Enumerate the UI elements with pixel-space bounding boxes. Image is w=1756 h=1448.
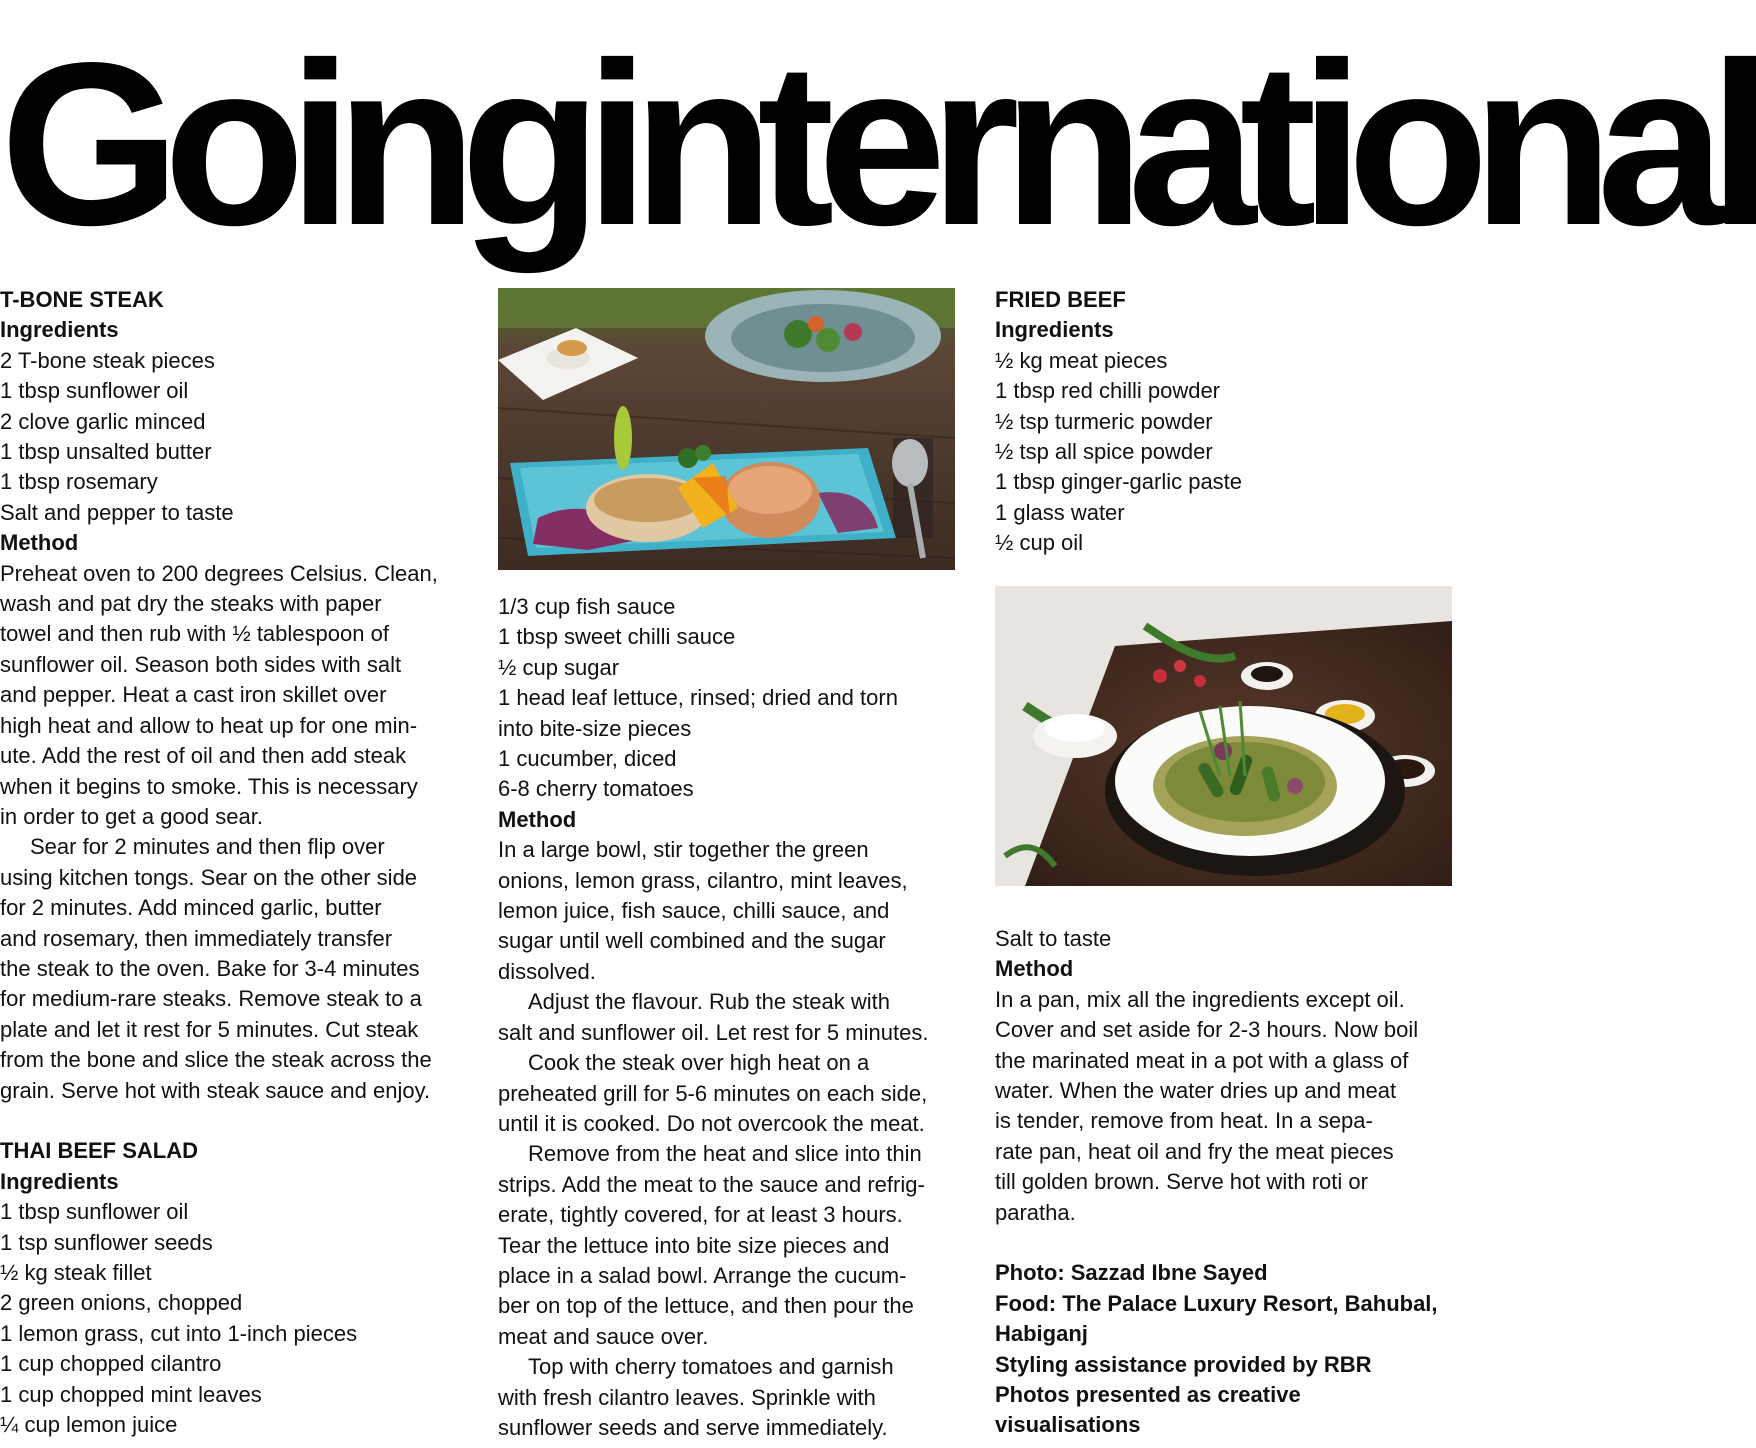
text-line: preheated grill for 5-6 minutes on each side, — [498, 1080, 928, 1106]
text-line: ½ tsp turmeric powder — [995, 408, 1213, 434]
text-line: from the bone and slice the steak across the — [0, 1047, 432, 1073]
text-line: water. When the water dries up and meat — [995, 1078, 1397, 1104]
text-line: ½ cup sugar — [498, 654, 620, 680]
text-line: 1 tbsp red chilli powder — [995, 378, 1221, 404]
steak-plate-photo — [498, 288, 955, 570]
text-line: 1 tbsp rosemary — [0, 469, 158, 495]
text-line: In a large bowl, stir together the green — [498, 837, 869, 863]
bold-line: visualisations — [995, 1412, 1141, 1438]
text-line: 1 tbsp unsalted butter — [0, 439, 212, 465]
text-line: Top with cherry tomatoes and garnish — [528, 1354, 894, 1380]
text-line: erate, tightly covered, for at least 3 hours. — [498, 1202, 903, 1228]
text-line: place in a salad bowl. Arrange the cucum- — [498, 1262, 907, 1288]
text-line: for medium-rare steaks. Remove steak to a — [0, 986, 422, 1012]
bold-line: Ingredients — [0, 1168, 119, 1194]
text-line: 2 green onions, chopped — [0, 1290, 243, 1316]
text-line: ½ tsp all spice powder — [995, 439, 1213, 465]
text-line: Salt and pepper to taste — [0, 499, 234, 525]
text-line: Remove from the heat and slice into thin — [528, 1141, 922, 1167]
bold-line: THAI BEEF SALAD — [0, 1138, 198, 1164]
bold-line: Ingredients — [995, 317, 1114, 343]
text-line: 1 cucumber, diced — [498, 746, 677, 772]
text-line: strips. Add the meat to the sauce and refrig- — [498, 1171, 925, 1197]
text-line: 6-8 cherry tomatoes — [498, 776, 694, 802]
text-line: 1 lemon grass, cut into 1-inch pieces — [0, 1320, 358, 1346]
text-line: in order to get a good sear. — [0, 803, 263, 829]
text-line: towel and then rub with ½ tablespoon of — [0, 621, 389, 647]
text-line: meat and sauce over. — [498, 1323, 709, 1349]
text-line: Sear for 2 minutes and then flip over — [30, 834, 385, 860]
text-line: 1 glass water — [995, 499, 1125, 525]
text-line: high heat and allow to heat up for one min- — [0, 712, 418, 738]
text-line: 1 tsp sunflower seeds — [0, 1229, 213, 1255]
text-line: 1 head leaf lettuce, rinsed; dried and torn — [498, 685, 898, 711]
column-fried-beef-ingredients — [995, 285, 1450, 559]
text-line: and rosemary, then immediately transfer — [0, 925, 393, 951]
text-line: 1 tbsp sunflower oil — [0, 1199, 189, 1225]
text-line: for 2 minutes. Add minced garlic, butter — [0, 895, 382, 921]
text-line: into bite-size pieces — [498, 715, 692, 741]
text-line: ½ kg steak fillet — [0, 1259, 152, 1285]
text-line: paratha. — [995, 1199, 1076, 1225]
text-line: onions, lemon grass, cilantro, mint leaves, — [498, 867, 908, 893]
bold-line: Method — [0, 530, 79, 556]
text-line: and pepper. Heat a cast iron skillet over — [0, 682, 387, 708]
text-line: ¼ cup lemon juice — [0, 1412, 178, 1438]
text-line: plate and let it rest for 5 minutes. Cut steak — [0, 1016, 419, 1042]
blank-line — [0, 1106, 460, 1136]
text-line: sugar until well combined and the sugar — [498, 928, 886, 954]
text-line: salt and sunflower oil. Let rest for 5 minutes. — [498, 1019, 929, 1045]
bold-line: Photos presented as creative — [995, 1382, 1301, 1408]
text-line: wash and pat dry the steaks with paper — [0, 591, 382, 617]
text-line: the marinated meat in a pot with a glass of — [995, 1047, 1409, 1073]
text-line: the steak to the oven. Bake for 3-4 minutes — [0, 955, 420, 981]
text-line: 1/3 cup fish sauce — [498, 594, 676, 619]
text-line: In a pan, mix all the ingredients except oil. — [995, 986, 1405, 1012]
text-line: Tear the lettuce into bite size pieces and — [498, 1232, 890, 1258]
text-line: until it is cooked. Do not overcook the meat. — [498, 1110, 925, 1136]
bold-line: Method — [995, 956, 1074, 982]
fried-beef-bowl-photo — [995, 586, 1452, 886]
text-line: 2 T-bone steak pieces — [0, 347, 215, 373]
bold-line: Ingredients — [0, 317, 119, 343]
text-line: ber on top of the lettuce, and then pour the — [498, 1293, 914, 1319]
text-line: rate pan, heat oil and fry the meat pieces — [995, 1138, 1394, 1164]
text-line: Adjust the flavour. Rub the steak with — [528, 989, 890, 1015]
text-line: lemon juice, fish sauce, chilli sauce, and — [498, 898, 890, 924]
bold-line: FRIED BEEF — [995, 287, 1126, 312]
text-line: till golden brown. Serve hot with roti or — [995, 1169, 1368, 1195]
text-line: Cover and set aside for 2-3 hours. Now boil — [995, 1017, 1419, 1043]
text-line: when it begins to smoke. This is necessary — [0, 773, 418, 799]
bold-line: T-BONE STEAK — [0, 287, 164, 312]
text-line: ute. Add the rest of oil and then add steak — [0, 743, 407, 769]
text-line: 1 cup chopped mint leaves — [0, 1381, 262, 1407]
text-line: 1 tbsp sweet chilli sauce — [498, 624, 736, 650]
text-line: Cook the steak over high heat on a — [528, 1050, 870, 1076]
column-fried-beef-method-credits — [995, 924, 1450, 1441]
text-line: with fresh cilantro leaves. Sprinkle with — [498, 1384, 876, 1410]
headline: Goinginternational — [0, 15, 1756, 274]
text-line: sunflower seeds and serve immediately. — [498, 1414, 888, 1440]
bold-line: Food: The Palace Luxury Resort, Bahubal, — [995, 1290, 1438, 1316]
text-line: dissolved. — [498, 958, 596, 984]
text-line: is tender, remove from heat. In a sepa- — [995, 1108, 1373, 1134]
column-tbone-thai-salad — [0, 285, 460, 1440]
text-line: Preheat oven to 200 degrees Celsius. Clean, — [0, 560, 438, 586]
bold-line: Habiganj — [995, 1321, 1088, 1347]
text-line: 1 cup chopped cilantro — [0, 1351, 222, 1377]
blank-line — [995, 1228, 1450, 1258]
text-line: ½ kg meat pieces — [995, 347, 1168, 373]
bold-line: Photo: Sazzad Ibne Sayed — [995, 1260, 1268, 1286]
text-line: grain. Serve hot with steak sauce and enjoy. — [0, 1077, 431, 1103]
text-line: ½ cup oil — [995, 530, 1084, 556]
text-line: 1 tbsp ginger-garlic paste — [995, 469, 1243, 495]
column-thai-salad-method — [498, 592, 956, 1443]
text-line: sunflower oil. Season both sides with salt — [0, 651, 402, 677]
text-line: Salt to taste — [995, 926, 1112, 951]
text-line: 2 clove garlic minced — [0, 408, 206, 434]
text-line: using kitchen tongs. Sear on the other side — [0, 864, 418, 890]
text-line: 1 tbsp sunflower oil — [0, 378, 189, 404]
bold-line: Styling assistance provided by RBR — [995, 1351, 1372, 1377]
bold-line: Method — [498, 806, 577, 832]
